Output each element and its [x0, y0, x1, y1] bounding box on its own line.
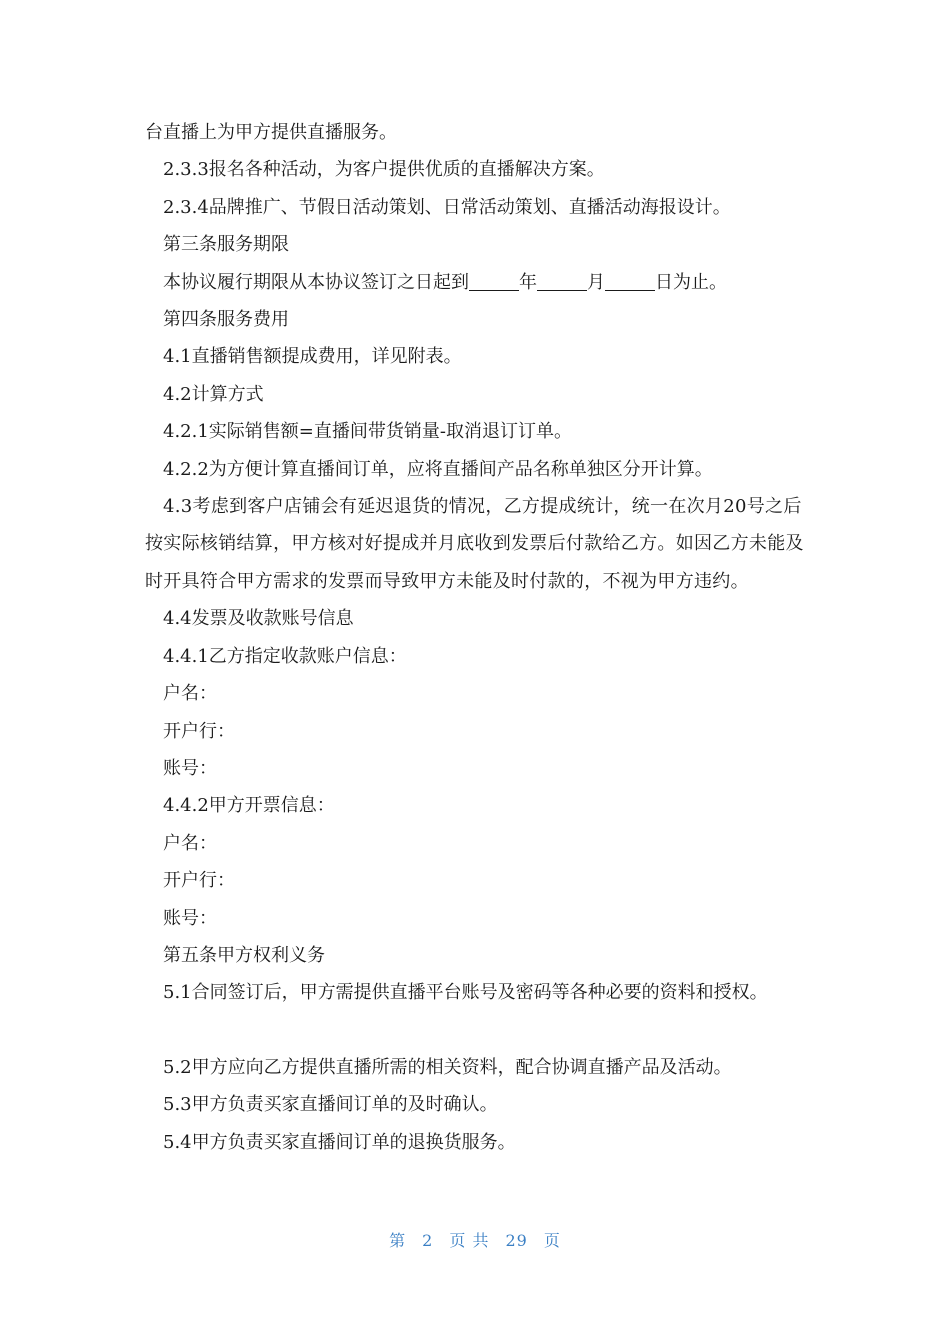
term-month: 月 [587, 271, 605, 293]
text-line: 4.2.2为方便计算直播间订单，应将直播间产品名称单独区分开计算。 [163, 458, 713, 480]
day-blank [605, 272, 655, 291]
document-body [145, 114, 805, 1161]
term-suffix: 日为止。 [655, 271, 727, 293]
account-name-label: 户名： [163, 683, 217, 705]
term-prefix: 本协议履行期限从本协议签订之日起到 [163, 271, 469, 293]
blank-line [145, 1012, 805, 1049]
text-line: 5.3甲方负责买家直播间订单的及时确认。 [163, 1094, 498, 1116]
account-name-label: 户名： [163, 832, 217, 854]
section-heading: 第五条甲方权利义务 [163, 944, 325, 966]
text-line: 5.2甲方应向乙方提供直播所需的相关资料，配合协调直播产品及活动。 [163, 1056, 732, 1078]
term-year: 年 [519, 271, 537, 293]
text-line: 2.3.4品牌推广、节假日活动策划、日常活动策划、直播活动海报设计。 [163, 196, 731, 218]
page-footer [0, 1228, 950, 1251]
text-line: 4.4发票及收款账号信息 [163, 608, 354, 630]
clause-4-3-paragraph: 4.3考虑到客户店铺会有延迟退货的情况，乙方提成统计，统一在次月20号之后按实际核销结算，甲方核对好提成并月底收到发票后付款给乙方。如因乙方未能及时开具符合甲方需求的发票而导致甲方未能及时付款的，不视为甲方违约。 [145, 496, 804, 592]
year-blank [469, 272, 519, 291]
text-line: 2.3.3报名各种活动，为客户提供优质的直播解决方案。 [163, 159, 605, 181]
account-number-label: 账号： [163, 757, 217, 779]
text-line: 4.2.1实际销售额=直播间带货销量-取消退订订单。 [163, 421, 572, 443]
text-line: 4.1直播销售额提成费用，详见附表。 [163, 346, 462, 368]
footer-ye-gong: 页 共 [449, 1231, 490, 1250]
section-heading: 第三条服务期限 [163, 234, 289, 256]
text-line: 5.4甲方负责买家直播间订单的退换货服务。 [163, 1131, 516, 1153]
month-blank [537, 272, 587, 291]
total-page-number: 29 [505, 1231, 528, 1250]
text-line: 4.4.2甲方开票信息： [163, 795, 335, 817]
bank-label: 开户行： [163, 870, 235, 892]
section-heading: 第四条服务费用 [163, 309, 289, 331]
footer-di: 第 [389, 1231, 407, 1250]
current-page-number: 2 [422, 1231, 434, 1250]
account-number-label: 账号： [163, 907, 217, 929]
text-line: 台直播上为甲方提供直播服务。 [145, 122, 397, 143]
footer-ye: 页 [543, 1231, 561, 1250]
text-line: 4.4.1乙方指定收款账户信息： [163, 645, 407, 667]
text-line: 4.2计算方式 [163, 383, 264, 405]
bank-label: 开户行： [163, 720, 235, 742]
service-term-line [145, 264, 805, 301]
text-line: 5.1合同签订后，甲方需提供直播平台账号及密码等各种必要的资料和授权。 [163, 982, 768, 1004]
